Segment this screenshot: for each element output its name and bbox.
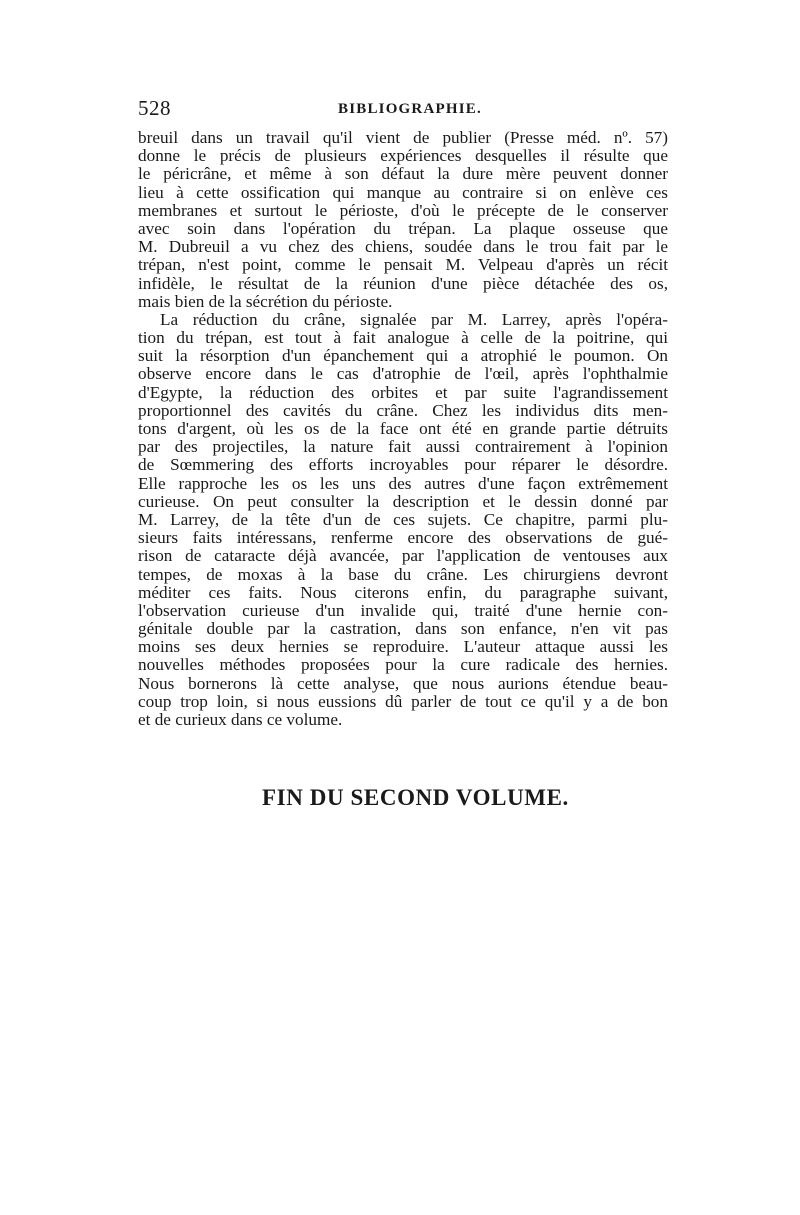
text-line: curieuse. On peut consulter la description et le dessin donné par — [138, 492, 668, 511]
page-header — [138, 96, 668, 126]
text-line: rison de cataracte déjà avancée, par l'application de ventouses aux — [138, 547, 668, 566]
text-line: M. Larrey, de la tête d'un de ces sujets. Ce chapitre, parmi plu- — [138, 510, 668, 529]
text-line: membranes et surtout le périoste, d'où le précepte de le conserver — [138, 201, 668, 220]
text-line: tempes, de moxas à la base du crâne. Les chirurgiens devront — [138, 565, 668, 584]
text-line: infidèle, le résultat de la réunion d'une pièce détachée des os, — [138, 274, 668, 293]
text-line: coup trop loin, si nous eussions dû parler de tout ce qu'il y a de bon — [138, 692, 668, 711]
text-line: de Sœmmering des efforts incroyables pour réparer le désordre. — [138, 456, 668, 475]
text-line: d'Egypte, la réduction des orbites et par suite l'agrandissement — [138, 383, 668, 402]
text-line: moins ses deux hernies se reproduire. L'auteur attaque aussi les — [138, 638, 668, 657]
text-line: proportionnel des cavités du crâne. Chez les individus dits men- — [138, 401, 668, 420]
text-line: M. Dubreuil a vu chez des chiens, soudée dans le trou fait par le — [138, 238, 668, 257]
text-line: nouvelles méthodes proposées pour la cure radicale des hernies. — [138, 656, 668, 675]
text-line: sieurs faits intéressans, renferme encore des observations de gué- — [138, 529, 668, 548]
text-line: l'observation curieuse d'un invalide qui, traité d'une hernie con- — [138, 601, 668, 620]
text-line: Elle rapproche les os les uns des autres d'une façon extrêmement — [138, 474, 668, 493]
text-line: breuil dans un travail qu'il vient de publier (Presse méd. nº. 57) — [138, 129, 668, 147]
running-head: BIBLIOGRAPHIE. — [338, 101, 482, 117]
text-line: méditer ces faits. Nous citerons enfin, du paragraphe suivant, — [138, 583, 668, 602]
end-of-volume-title: FIN DU SECOND VOLUME. — [262, 785, 569, 810]
body-text — [138, 129, 668, 729]
page-number: 528 — [138, 96, 171, 120]
text-line: par des projectiles, la nature fait aussi contrairement à l'opinion — [138, 438, 668, 457]
text-line: lieu à cette ossification qui manque au contraire si on enlève ces — [138, 183, 668, 202]
text-line: le péricrâne, et même à son défaut la dure mère peuvent donner — [138, 165, 668, 184]
text-line: mais bien de la sécrétion du périoste. — [138, 292, 393, 311]
text-line: génitale double par la castration, dans son enfance, n'en vit pas — [138, 620, 668, 639]
text-line: La réduction du crâne, signalée par M. Larrey, après l'opéra- — [160, 310, 668, 329]
text-line: avec soin dans l'opération du trépan. La plaque osseuse que — [138, 219, 668, 238]
text-line: tion du trépan, est tout à fait analogue à celle de la poitrine, qui — [138, 329, 668, 348]
text-line: suit la résorption d'un épanchement qui a atrophié le poumon. On — [138, 347, 668, 366]
text-line: tons d'argent, où les os de la face ont été en grande partie détruits — [138, 420, 668, 438]
text-line: Nous bornerons là cette analyse, que nous aurions étendue beau- — [138, 674, 668, 693]
text-line: donne le précis de plusieurs expériences desquelles il résulte que — [138, 147, 668, 166]
text-line: observe encore dans le cas d'atrophie de l'œil, après l'ophthalmie — [138, 365, 668, 384]
text-line: et de curieux dans ce volume. — [138, 711, 343, 729]
text-line: trépan, n'est point, comme le pensait M. Velpeau d'après un récit — [138, 256, 668, 275]
